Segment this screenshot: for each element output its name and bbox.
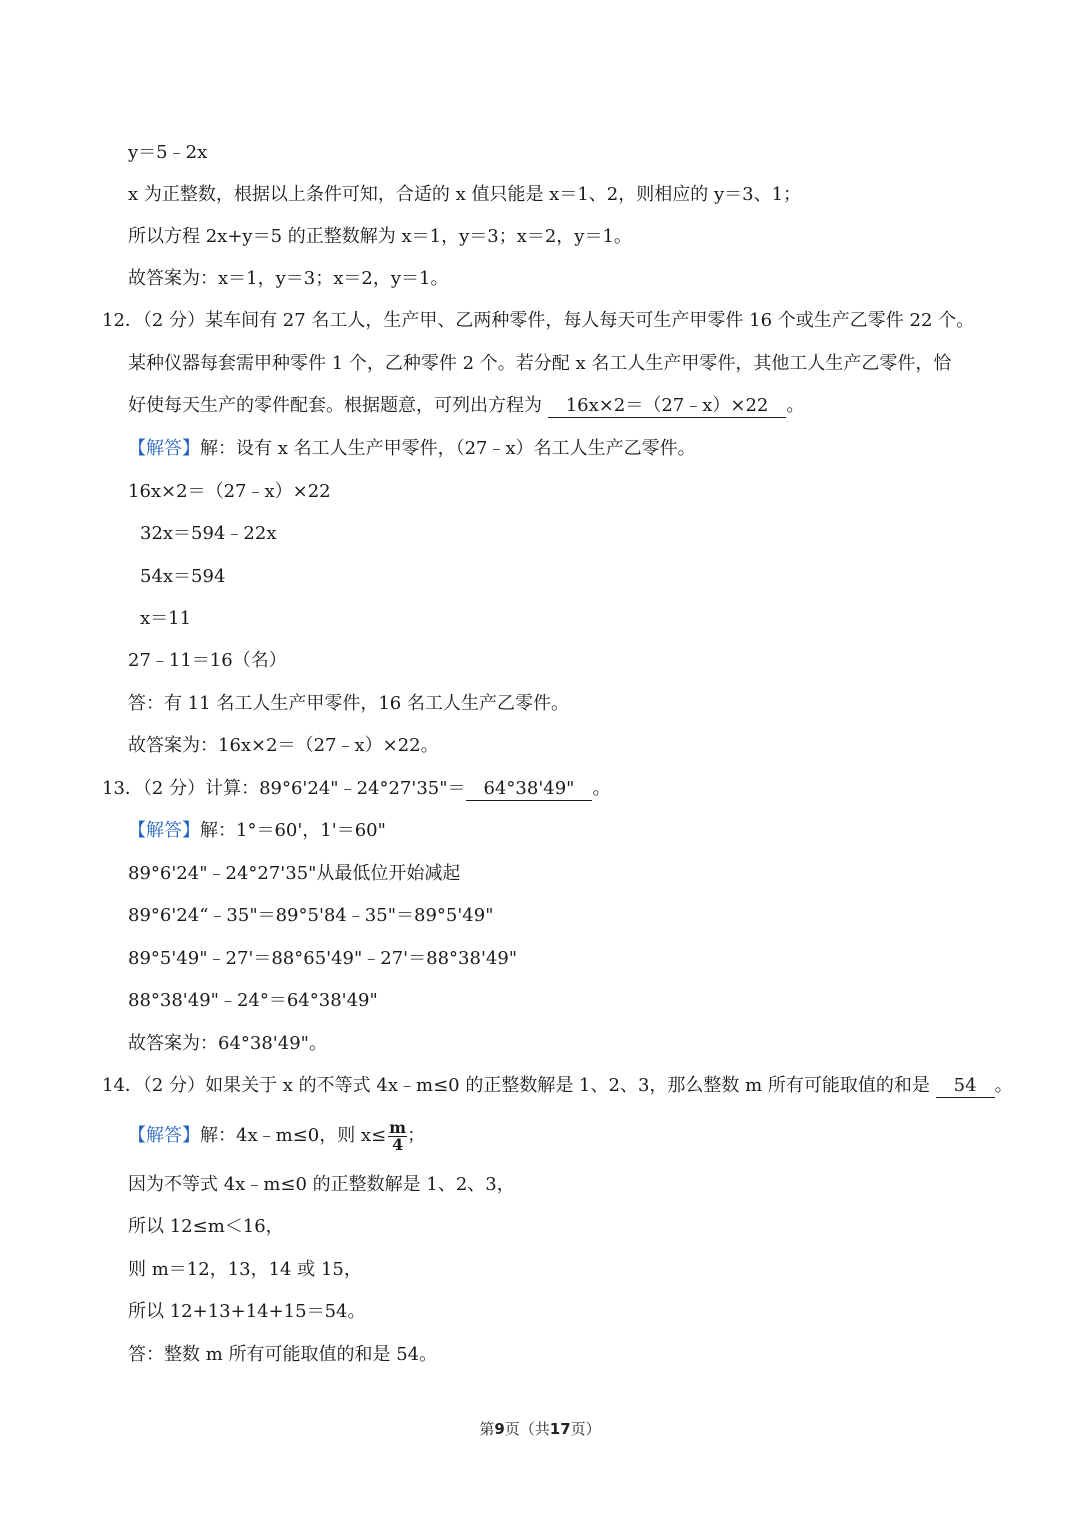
- fraction-denominator: 4: [392, 1134, 404, 1154]
- solution-step: 16x×2＝（27﹣x）×22: [128, 481, 331, 502]
- question-13-text: [102, 776, 610, 802]
- solution-step: 所以 12≤m＜16，: [128, 1216, 284, 1237]
- fraction-numerator: m: [389, 1117, 407, 1137]
- solution-line: [128, 818, 386, 844]
- solution-text: 解：1°＝60'，1'＝60": [200, 820, 386, 841]
- question-14-text-post: 。: [994, 1075, 1013, 1096]
- question-12-text: 某种仪器每套需甲种零件 1 个，乙种零件 2 个。若分配 x 名工人生产甲零件，其他工人生产乙零件，恰: [128, 353, 952, 374]
- solution-text: 解：4x﹣m≤0，则 x≤: [200, 1125, 387, 1146]
- text-line: 故答案为：x＝1，y＝3；x＝2，y＝1。: [128, 268, 449, 289]
- question-14-answer: 54: [936, 1075, 995, 1098]
- solution-step: 因为不等式 4x﹣m≤0 的正整数解是 1、2、3，: [128, 1174, 515, 1195]
- question-12-text-pre: 好使每天生产的零件配套。根据题意，可列出方程为: [128, 395, 542, 416]
- solution-tag: 【解答】: [128, 1125, 200, 1146]
- solution-step: 89°6'24"﹣24°27'35"从最低位开始减起: [128, 863, 461, 884]
- question-12-text: 12．（2 分）某车间有 27 名工人，生产甲、乙两种零件，每人每天可生产甲零件 16 个或生产乙零件 22 个。: [102, 310, 975, 331]
- solution-line: [128, 1116, 425, 1156]
- solution-step: 32x＝594﹣22x: [140, 523, 277, 544]
- solution-tag: 【解答】: [128, 820, 200, 841]
- solution-step: 答：有 11 名工人生产甲零件，16 名工人生产乙零件。: [128, 693, 569, 714]
- question-13-answer: 64°38'49": [466, 778, 593, 801]
- solution-step: 88°38'49"﹣24°＝64°38'49": [128, 990, 378, 1011]
- solution-step: 答：整数 m 所有可能取值的和是 54。: [128, 1344, 438, 1365]
- solution-step: 89°5'49"﹣27'＝88°65'49"﹣27'＝88°38'49": [128, 948, 518, 969]
- solution-step: 故答案为：16x×2＝（27﹣x）×22。: [128, 735, 439, 756]
- solution-tag: 【解答】: [128, 438, 200, 459]
- footer-text: 页（共: [504, 1420, 550, 1438]
- solution-line: [128, 436, 696, 462]
- text-line: 所以方程 2x+y＝5 的正整数解为 x＝1，y＝3；x＝2，y＝1。: [128, 226, 632, 247]
- fraction: [388, 1117, 407, 1154]
- question-12-text-post: 。: [786, 395, 805, 416]
- text-line: y＝5﹣2x: [128, 142, 208, 163]
- footer-text: 第: [479, 1420, 495, 1438]
- text-line: x 为正整数，根据以上条件可知，合适的 x 值只能是 x＝1、2，则相应的 y＝3、1；: [128, 184, 802, 205]
- question-14-text: [102, 1073, 1013, 1099]
- question-12-text: [128, 393, 804, 419]
- question-14-text-pre: 14．（2 分）如果关于 x 的不等式 4x﹣m≤0 的正整数解是 1、2、3，那么整数 m 所有可能取值的和是: [102, 1075, 930, 1096]
- solution-step: 则 m＝12，13，14 或 15，: [128, 1259, 362, 1280]
- page-number: 9: [494, 1420, 505, 1438]
- footer-text: 页）: [570, 1420, 601, 1438]
- solution-step: x＝11: [140, 608, 192, 629]
- solution-step: 所以 12+13+14+15＝54。: [128, 1301, 366, 1322]
- question-13-text-pre: 13．（2 分）计算：89°6'24"﹣24°27'35"＝: [102, 778, 466, 799]
- solution-step: 27﹣11＝16（名）: [128, 650, 287, 671]
- solution-step: 89°6'24“﹣35"＝89°5'84﹣35"＝89°5'49": [128, 905, 494, 926]
- question-13-text-post: 。: [592, 778, 611, 799]
- solution-text-end: ；: [407, 1125, 426, 1146]
- solution-text: 解：设有 x 名工人生产甲零件，（27﹣x）名工人生产乙零件。: [200, 438, 696, 459]
- solution-step: 54x＝594: [140, 566, 226, 587]
- page-total: 17: [549, 1420, 571, 1438]
- question-12-answer: 16x×2＝（27﹣x）×22: [548, 395, 787, 418]
- solution-step: 故答案为：64°38'49"。: [128, 1033, 327, 1054]
- page-footer: [0, 1418, 1080, 1439]
